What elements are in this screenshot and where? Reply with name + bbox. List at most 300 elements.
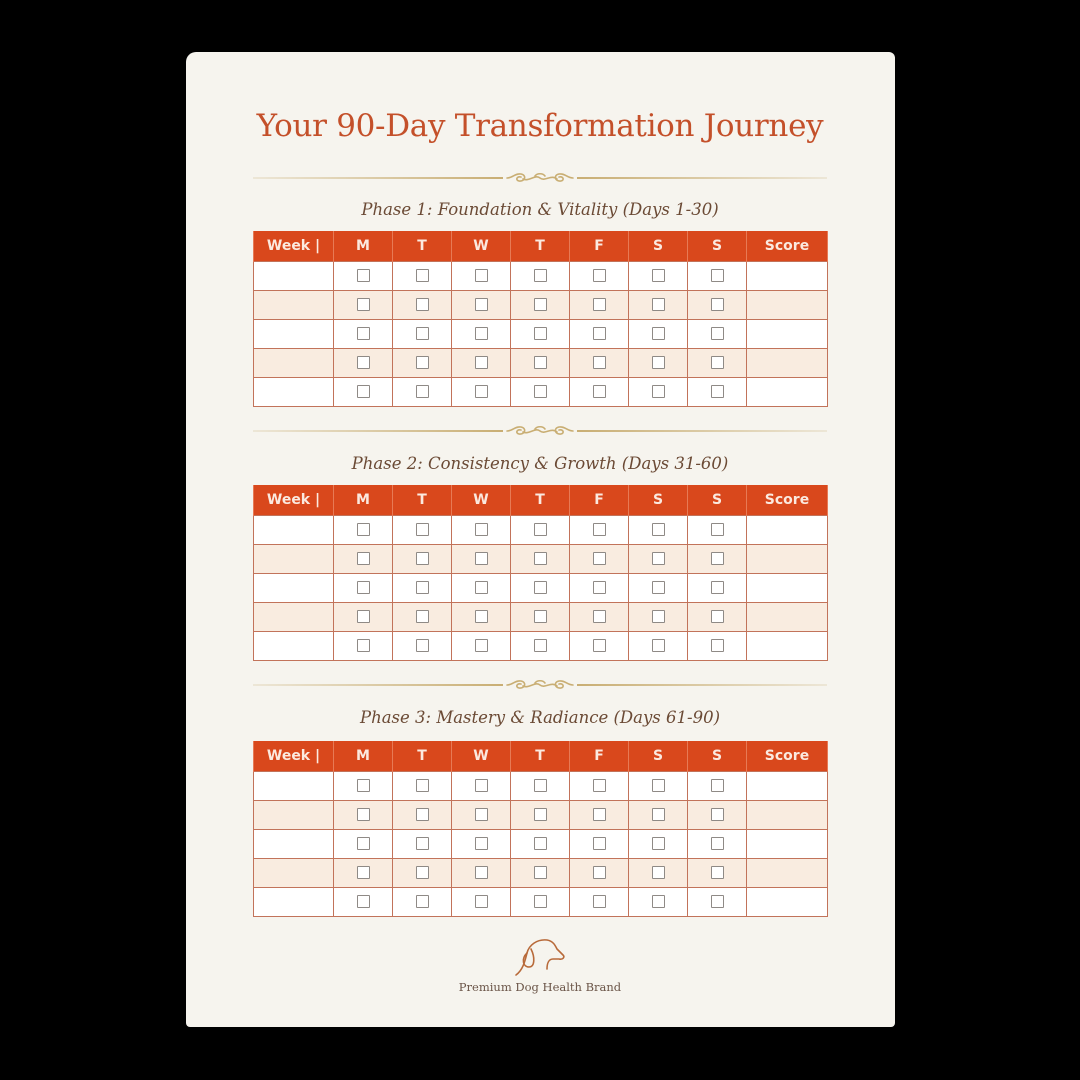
day-checkbox[interactable] — [593, 298, 606, 311]
day-cell — [334, 830, 393, 859]
day-checkbox[interactable] — [416, 639, 429, 652]
day-cell — [511, 262, 570, 291]
day-checkbox[interactable] — [711, 639, 724, 652]
day-cell — [393, 574, 452, 603]
day-checkbox[interactable] — [416, 866, 429, 879]
day-cell — [452, 545, 511, 574]
week-cell[interactable] — [254, 632, 334, 661]
day-cell — [688, 378, 747, 407]
day-cell — [393, 632, 452, 661]
day-cell — [629, 603, 688, 632]
day-checkbox[interactable] — [357, 385, 370, 398]
day-checkbox[interactable] — [475, 808, 488, 821]
table-row — [254, 801, 828, 830]
day-cell — [393, 291, 452, 320]
day-checkbox[interactable] — [534, 779, 547, 792]
day-cell — [629, 320, 688, 349]
week-cell[interactable] — [254, 349, 334, 378]
day-cell — [511, 830, 570, 859]
day-cell — [334, 545, 393, 574]
column-header-day: F — [570, 231, 629, 262]
day-cell — [688, 772, 747, 801]
day-checkbox[interactable] — [652, 581, 665, 594]
day-cell — [629, 859, 688, 888]
day-checkbox[interactable] — [475, 523, 488, 536]
score-cell[interactable] — [747, 603, 828, 632]
day-checkbox[interactable] — [652, 327, 665, 340]
day-checkbox[interactable] — [711, 269, 724, 282]
score-cell[interactable] — [747, 574, 828, 603]
day-checkbox[interactable] — [357, 581, 370, 594]
table-row — [254, 545, 828, 574]
table-header-row — [254, 485, 828, 516]
day-cell — [570, 772, 629, 801]
day-checkbox[interactable] — [416, 808, 429, 821]
column-header-score: Score — [747, 231, 828, 262]
day-checkbox[interactable] — [652, 779, 665, 792]
day-cell — [334, 320, 393, 349]
day-checkbox[interactable] — [475, 639, 488, 652]
day-cell — [334, 349, 393, 378]
day-cell — [334, 378, 393, 407]
day-cell — [393, 830, 452, 859]
day-cell — [511, 632, 570, 661]
dog-head-icon — [513, 937, 567, 977]
day-checkbox[interactable] — [475, 356, 488, 369]
day-cell — [334, 516, 393, 545]
day-cell — [393, 603, 452, 632]
day-cell — [334, 291, 393, 320]
day-cell — [334, 574, 393, 603]
day-checkbox[interactable] — [652, 269, 665, 282]
day-cell — [629, 888, 688, 917]
page-title: Your 90-Day Transformation Journey — [256, 108, 824, 144]
day-cell — [511, 772, 570, 801]
day-checkbox[interactable] — [357, 356, 370, 369]
day-checkbox[interactable] — [416, 552, 429, 565]
day-cell — [570, 632, 629, 661]
day-checkbox[interactable] — [416, 298, 429, 311]
score-cell[interactable] — [747, 801, 828, 830]
day-checkbox[interactable] — [534, 581, 547, 594]
day-checkbox[interactable] — [593, 779, 606, 792]
day-cell — [688, 603, 747, 632]
day-checkbox[interactable] — [711, 385, 724, 398]
table-row — [254, 291, 828, 320]
week-cell[interactable] — [254, 262, 334, 291]
day-cell — [334, 888, 393, 917]
day-cell — [570, 516, 629, 545]
table-header-row — [254, 231, 828, 262]
day-checkbox[interactable] — [593, 581, 606, 594]
day-checkbox[interactable] — [652, 808, 665, 821]
column-header-score: Score — [747, 485, 828, 516]
day-cell — [688, 516, 747, 545]
day-checkbox[interactable] — [475, 552, 488, 565]
phase-3-tracker-table — [253, 741, 828, 917]
day-checkbox[interactable] — [534, 866, 547, 879]
day-checkbox[interactable] — [357, 523, 370, 536]
column-header-day: T — [393, 741, 452, 772]
day-cell — [570, 545, 629, 574]
day-checkbox[interactable] — [416, 356, 429, 369]
week-cell[interactable] — [254, 801, 334, 830]
phase-2-tracker-table — [253, 485, 828, 661]
day-checkbox[interactable] — [593, 808, 606, 821]
day-checkbox[interactable] — [475, 269, 488, 282]
table-row — [254, 574, 828, 603]
day-checkbox[interactable] — [711, 356, 724, 369]
day-checkbox[interactable] — [652, 610, 665, 623]
day-cell — [688, 320, 747, 349]
score-cell[interactable] — [747, 262, 828, 291]
day-cell — [688, 349, 747, 378]
score-cell[interactable] — [747, 632, 828, 661]
day-cell — [334, 772, 393, 801]
score-cell[interactable] — [747, 320, 828, 349]
day-cell — [452, 378, 511, 407]
day-cell — [570, 378, 629, 407]
week-cell[interactable] — [254, 830, 334, 859]
week-cell[interactable] — [254, 603, 334, 632]
day-cell — [511, 574, 570, 603]
day-cell — [570, 603, 629, 632]
day-checkbox[interactable] — [711, 327, 724, 340]
day-checkbox[interactable] — [652, 552, 665, 565]
column-header-day: M — [334, 485, 393, 516]
day-checkbox[interactable] — [416, 779, 429, 792]
day-cell — [570, 801, 629, 830]
flourish-ornament-icon — [505, 170, 575, 186]
day-cell — [393, 349, 452, 378]
score-cell[interactable] — [747, 545, 828, 574]
column-header-score: Score — [747, 741, 828, 772]
day-checkbox[interactable] — [357, 808, 370, 821]
day-checkbox[interactable] — [711, 298, 724, 311]
day-checkbox[interactable] — [534, 808, 547, 821]
day-cell — [393, 262, 452, 291]
day-checkbox[interactable] — [711, 779, 724, 792]
day-checkbox[interactable] — [416, 837, 429, 850]
day-checkbox[interactable] — [711, 552, 724, 565]
day-checkbox[interactable] — [593, 356, 606, 369]
day-checkbox[interactable] — [534, 552, 547, 565]
table-row — [254, 888, 828, 917]
day-checkbox[interactable] — [357, 269, 370, 282]
table-row — [254, 262, 828, 291]
day-checkbox[interactable] — [534, 356, 547, 369]
day-checkbox[interactable] — [534, 269, 547, 282]
day-cell — [570, 888, 629, 917]
day-checkbox[interactable] — [711, 866, 724, 879]
day-cell — [393, 801, 452, 830]
column-header-day: S — [688, 231, 747, 262]
ornamental-divider — [253, 677, 827, 693]
column-header-week: Week | — [254, 741, 334, 772]
column-header-day: W — [452, 231, 511, 262]
day-cell — [511, 291, 570, 320]
week-cell[interactable] — [254, 320, 334, 349]
score-cell[interactable] — [747, 772, 828, 801]
day-checkbox[interactable] — [711, 523, 724, 536]
day-cell — [570, 320, 629, 349]
column-header-day: S — [688, 741, 747, 772]
day-checkbox[interactable] — [475, 581, 488, 594]
day-checkbox[interactable] — [534, 837, 547, 850]
day-cell — [511, 320, 570, 349]
day-cell — [688, 291, 747, 320]
column-header-day: S — [688, 485, 747, 516]
day-checkbox[interactable] — [534, 610, 547, 623]
day-checkbox[interactable] — [475, 610, 488, 623]
week-cell[interactable] — [254, 859, 334, 888]
column-header-day: T — [393, 485, 452, 516]
day-cell — [393, 378, 452, 407]
day-cell — [629, 262, 688, 291]
day-cell — [570, 574, 629, 603]
day-cell — [688, 632, 747, 661]
day-checkbox[interactable] — [593, 327, 606, 340]
day-checkbox[interactable] — [475, 298, 488, 311]
day-cell — [334, 632, 393, 661]
day-checkbox[interactable] — [711, 581, 724, 594]
brand-name: Premium Dog Health Brand — [458, 980, 622, 994]
day-cell — [570, 291, 629, 320]
score-cell[interactable] — [747, 349, 828, 378]
day-checkbox[interactable] — [475, 837, 488, 850]
day-checkbox[interactable] — [416, 610, 429, 623]
day-cell — [334, 859, 393, 888]
day-checkbox[interactable] — [534, 895, 547, 908]
table-row — [254, 859, 828, 888]
day-checkbox[interactable] — [652, 895, 665, 908]
day-checkbox[interactable] — [593, 866, 606, 879]
day-checkbox[interactable] — [652, 866, 665, 879]
day-checkbox[interactable] — [534, 327, 547, 340]
day-checkbox[interactable] — [593, 610, 606, 623]
day-cell — [511, 603, 570, 632]
column-header-day: F — [570, 485, 629, 516]
phase-1-tracker-table — [253, 231, 828, 407]
day-cell — [452, 632, 511, 661]
day-cell — [334, 801, 393, 830]
day-checkbox[interactable] — [416, 385, 429, 398]
day-cell — [452, 516, 511, 545]
day-cell — [511, 349, 570, 378]
phase-2-title: Phase 2: Consistency & Growth (Days 31-60) — [351, 454, 729, 473]
day-cell — [452, 262, 511, 291]
day-cell — [452, 830, 511, 859]
day-checkbox[interactable] — [416, 327, 429, 340]
day-cell — [629, 772, 688, 801]
day-cell — [452, 801, 511, 830]
column-header-day: T — [511, 485, 570, 516]
day-checkbox[interactable] — [534, 523, 547, 536]
day-cell — [452, 888, 511, 917]
flourish-ornament-icon — [505, 677, 575, 693]
table-row — [254, 603, 828, 632]
day-cell — [393, 888, 452, 917]
week-cell[interactable] — [254, 291, 334, 320]
day-checkbox[interactable] — [357, 552, 370, 565]
week-cell[interactable] — [254, 888, 334, 917]
day-cell — [452, 574, 511, 603]
day-checkbox[interactable] — [593, 269, 606, 282]
day-checkbox[interactable] — [534, 298, 547, 311]
day-cell — [393, 772, 452, 801]
score-cell[interactable] — [747, 378, 828, 407]
day-checkbox[interactable] — [357, 610, 370, 623]
flourish-ornament-icon — [505, 423, 575, 439]
day-cell — [452, 772, 511, 801]
column-header-week: Week | — [254, 231, 334, 262]
day-cell — [334, 603, 393, 632]
day-cell — [570, 349, 629, 378]
column-header-day: S — [629, 485, 688, 516]
day-cell — [688, 859, 747, 888]
day-cell — [393, 545, 452, 574]
day-checkbox[interactable] — [357, 298, 370, 311]
day-checkbox[interactable] — [357, 639, 370, 652]
day-cell — [688, 830, 747, 859]
day-checkbox[interactable] — [593, 523, 606, 536]
day-cell — [393, 516, 452, 545]
table-header-row — [254, 741, 828, 772]
day-checkbox[interactable] — [475, 327, 488, 340]
column-header-day: S — [629, 231, 688, 262]
day-cell — [570, 262, 629, 291]
day-cell — [688, 888, 747, 917]
day-cell — [452, 349, 511, 378]
column-header-day: W — [452, 485, 511, 516]
phase-1-title: Phase 1: Foundation & Vitality (Days 1-30) — [361, 200, 719, 219]
day-cell — [511, 516, 570, 545]
day-cell — [629, 516, 688, 545]
day-cell — [629, 830, 688, 859]
day-checkbox[interactable] — [475, 866, 488, 879]
day-cell — [511, 859, 570, 888]
day-cell — [452, 603, 511, 632]
day-checkbox[interactable] — [593, 639, 606, 652]
day-cell — [629, 801, 688, 830]
day-checkbox[interactable] — [593, 552, 606, 565]
day-checkbox[interactable] — [711, 837, 724, 850]
day-cell — [452, 859, 511, 888]
table-row — [254, 772, 828, 801]
day-checkbox[interactable] — [475, 779, 488, 792]
day-cell — [629, 349, 688, 378]
table-row — [254, 516, 828, 545]
column-header-day: F — [570, 741, 629, 772]
day-cell — [688, 801, 747, 830]
week-cell[interactable] — [254, 772, 334, 801]
day-cell — [511, 801, 570, 830]
day-cell — [570, 859, 629, 888]
day-checkbox[interactable] — [416, 581, 429, 594]
table-row — [254, 378, 828, 407]
day-cell — [688, 262, 747, 291]
column-header-day: W — [452, 741, 511, 772]
day-checkbox[interactable] — [652, 385, 665, 398]
week-cell[interactable] — [254, 574, 334, 603]
phase-3-title: Phase 3: Mastery & Radiance (Days 61-90) — [359, 708, 721, 727]
column-header-day: T — [511, 231, 570, 262]
day-cell — [334, 262, 393, 291]
day-cell — [629, 291, 688, 320]
day-cell — [511, 545, 570, 574]
day-cell — [629, 545, 688, 574]
table-row — [254, 349, 828, 378]
day-checkbox[interactable] — [534, 639, 547, 652]
score-cell[interactable] — [747, 859, 828, 888]
column-header-day: T — [511, 741, 570, 772]
day-checkbox[interactable] — [711, 895, 724, 908]
day-cell — [629, 632, 688, 661]
column-header-day: M — [334, 231, 393, 262]
day-cell — [570, 830, 629, 859]
score-cell[interactable] — [747, 888, 828, 917]
day-checkbox[interactable] — [652, 298, 665, 311]
day-checkbox[interactable] — [711, 808, 724, 821]
day-cell — [393, 859, 452, 888]
day-cell — [688, 574, 747, 603]
day-checkbox[interactable] — [357, 895, 370, 908]
score-cell[interactable] — [747, 516, 828, 545]
column-header-week: Week | — [254, 485, 334, 516]
day-checkbox[interactable] — [357, 866, 370, 879]
day-checkbox[interactable] — [416, 269, 429, 282]
column-header-day: S — [629, 741, 688, 772]
day-cell — [452, 320, 511, 349]
ornamental-divider — [253, 170, 827, 186]
day-cell — [688, 545, 747, 574]
day-cell — [629, 574, 688, 603]
day-checkbox[interactable] — [357, 837, 370, 850]
day-checkbox[interactable] — [534, 385, 547, 398]
day-checkbox[interactable] — [357, 327, 370, 340]
day-checkbox[interactable] — [711, 610, 724, 623]
day-cell — [452, 291, 511, 320]
day-checkbox[interactable] — [475, 385, 488, 398]
day-checkbox[interactable] — [357, 779, 370, 792]
column-header-day: M — [334, 741, 393, 772]
column-header-day: T — [393, 231, 452, 262]
week-cell[interactable] — [254, 516, 334, 545]
day-cell — [511, 378, 570, 407]
week-cell[interactable] — [254, 545, 334, 574]
table-row — [254, 632, 828, 661]
week-cell[interactable] — [254, 378, 334, 407]
day-checkbox[interactable] — [652, 356, 665, 369]
table-row — [254, 320, 828, 349]
score-cell[interactable] — [747, 830, 828, 859]
day-checkbox[interactable] — [416, 523, 429, 536]
day-cell — [393, 320, 452, 349]
day-cell — [511, 888, 570, 917]
day-checkbox[interactable] — [652, 837, 665, 850]
day-cell — [629, 378, 688, 407]
ornamental-divider — [253, 423, 827, 439]
day-checkbox[interactable] — [593, 385, 606, 398]
day-checkbox[interactable] — [652, 523, 665, 536]
score-cell[interactable] — [747, 291, 828, 320]
day-checkbox[interactable] — [475, 895, 488, 908]
day-checkbox[interactable] — [593, 837, 606, 850]
day-checkbox[interactable] — [652, 639, 665, 652]
day-checkbox[interactable] — [593, 895, 606, 908]
day-checkbox[interactable] — [416, 895, 429, 908]
table-row — [254, 830, 828, 859]
